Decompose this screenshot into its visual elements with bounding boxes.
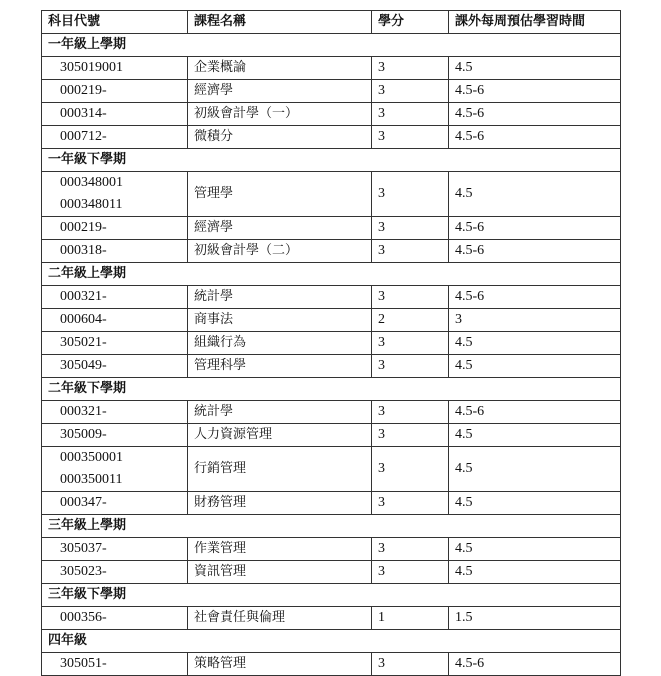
course-name: 商事法 xyxy=(188,309,372,332)
course-code xyxy=(42,332,188,355)
course-code xyxy=(42,80,188,103)
course-row xyxy=(42,309,621,332)
course-name: 經濟學 xyxy=(188,217,372,240)
course-name: 管理學 xyxy=(188,172,372,217)
course-credits: 3 xyxy=(372,424,449,447)
course-name: 組織行為 xyxy=(188,332,372,355)
header-hours: 課外每周預估學習時間 xyxy=(449,11,621,34)
course-code-line: 000350011 xyxy=(60,472,123,487)
semester-row xyxy=(42,263,621,286)
course-name: 經濟學 xyxy=(188,80,372,103)
course-row xyxy=(42,424,621,447)
course-hours: 4.5 xyxy=(449,332,621,355)
course-code xyxy=(42,240,188,263)
course-credits: 3 xyxy=(372,561,449,584)
course-credits: 3 xyxy=(372,126,449,149)
course-hours: 4.5 xyxy=(449,355,621,378)
course-hours: 4.5 xyxy=(449,57,621,80)
course-name: 企業概論 xyxy=(188,57,372,80)
semester-row xyxy=(42,149,621,172)
course-credits: 3 xyxy=(372,538,449,561)
course-hours: 4.5-6 xyxy=(449,126,621,149)
course-row xyxy=(42,653,621,676)
course-code-line: 000321- xyxy=(60,404,107,419)
course-name: 策略管理 xyxy=(188,653,372,676)
course-code-line: 305023- xyxy=(60,564,107,579)
course-name: 財務管理 xyxy=(188,492,372,515)
header-row xyxy=(42,11,621,34)
course-code-line: 000604- xyxy=(60,312,107,327)
course-row xyxy=(42,217,621,240)
course-row xyxy=(42,492,621,515)
semester-title: 一年級下學期 xyxy=(42,149,621,172)
course-row xyxy=(42,126,621,149)
course-code-line: 305019001 xyxy=(60,60,123,75)
header-credits: 學分 xyxy=(372,11,449,34)
course-credits: 3 xyxy=(372,492,449,515)
course-code xyxy=(42,653,188,676)
course-code-line: 305037- xyxy=(60,541,107,556)
course-code xyxy=(42,217,188,240)
course-code-line: 000356- xyxy=(60,610,107,625)
course-name: 微積分 xyxy=(188,126,372,149)
semester-title: 三年級上學期 xyxy=(42,515,621,538)
course-hours: 4.5 xyxy=(449,492,621,515)
semester-row xyxy=(42,378,621,401)
course-credits: 3 xyxy=(372,447,449,492)
course-name: 作業管理 xyxy=(188,538,372,561)
course-code xyxy=(42,492,188,515)
course-credits: 3 xyxy=(372,80,449,103)
course-code-line: 000348001 xyxy=(60,175,123,190)
course-code-line: 000219- xyxy=(60,83,107,98)
course-code xyxy=(42,126,188,149)
course-code-line: 000318- xyxy=(60,243,107,258)
course-table-body xyxy=(42,11,621,676)
course-row xyxy=(42,355,621,378)
course-hours: 4.5-6 xyxy=(449,80,621,103)
semester-title: 三年級下學期 xyxy=(42,584,621,607)
course-code xyxy=(42,561,188,584)
course-row xyxy=(42,103,621,126)
course-code xyxy=(42,538,188,561)
course-hours: 4.5-6 xyxy=(449,653,621,676)
course-name: 人力資源管理 xyxy=(188,424,372,447)
course-credits: 3 xyxy=(372,332,449,355)
course-credits: 3 xyxy=(372,355,449,378)
course-credits: 3 xyxy=(372,103,449,126)
course-hours: 4.5 xyxy=(449,447,621,492)
course-row xyxy=(42,401,621,424)
course-code-line: 000712- xyxy=(60,129,107,144)
course-code xyxy=(42,172,188,217)
course-row xyxy=(42,80,621,103)
semester-title: 一年級上學期 xyxy=(42,34,621,57)
course-code-line: 000348011 xyxy=(60,197,123,212)
course-name: 初級會計學（一） xyxy=(188,103,372,126)
course-hours: 1.5 xyxy=(449,607,621,630)
semester-row xyxy=(42,34,621,57)
course-credits: 3 xyxy=(372,57,449,80)
course-code-line: 305049- xyxy=(60,358,107,373)
course-name: 社會責任與倫理 xyxy=(188,607,372,630)
course-code-line: 305021- xyxy=(60,335,107,350)
semester-title: 四年級 xyxy=(42,630,621,653)
course-code-line: 000314- xyxy=(60,106,107,121)
course-credits: 3 xyxy=(372,401,449,424)
course-hours: 4.5-6 xyxy=(449,103,621,126)
course-row xyxy=(42,172,621,217)
course-code-line: 000350001 xyxy=(60,450,123,465)
course-code xyxy=(42,401,188,424)
course-code xyxy=(42,447,188,492)
course-hours: 4.5-6 xyxy=(449,240,621,263)
course-credits: 3 xyxy=(372,653,449,676)
header-name: 課程名稱 xyxy=(188,11,372,34)
course-code xyxy=(42,355,188,378)
course-name: 資訊管理 xyxy=(188,561,372,584)
course-code xyxy=(42,286,188,309)
course-code xyxy=(42,309,188,332)
course-row xyxy=(42,240,621,263)
course-credits: 1 xyxy=(372,607,449,630)
course-credits: 2 xyxy=(372,309,449,332)
course-code-line: 000347- xyxy=(60,495,107,510)
course-table xyxy=(41,10,621,676)
header-code: 科目代號 xyxy=(42,11,188,34)
course-hours: 4.5 xyxy=(449,538,621,561)
course-row xyxy=(42,561,621,584)
course-code-line: 305051- xyxy=(60,656,107,671)
course-hours: 3 xyxy=(449,309,621,332)
course-hours: 4.5 xyxy=(449,172,621,217)
course-hours: 4.5 xyxy=(449,561,621,584)
course-hours: 4.5-6 xyxy=(449,217,621,240)
course-name: 管理科學 xyxy=(188,355,372,378)
course-name: 統計學 xyxy=(188,401,372,424)
semester-row xyxy=(42,515,621,538)
semester-title: 二年級下學期 xyxy=(42,378,621,401)
course-name: 行銷管理 xyxy=(188,447,372,492)
course-row xyxy=(42,607,621,630)
course-code xyxy=(42,103,188,126)
course-code xyxy=(42,424,188,447)
course-credits: 3 xyxy=(372,286,449,309)
course-row xyxy=(42,447,621,492)
course-row xyxy=(42,286,621,309)
semester-row xyxy=(42,630,621,653)
course-name: 初級會計學（二） xyxy=(188,240,372,263)
course-hours: 4.5-6 xyxy=(449,401,621,424)
course-row xyxy=(42,57,621,80)
semester-title: 二年級上學期 xyxy=(42,263,621,286)
course-hours: 4.5 xyxy=(449,424,621,447)
course-code xyxy=(42,57,188,80)
course-credits: 3 xyxy=(372,240,449,263)
course-code xyxy=(42,607,188,630)
course-code-line: 305009- xyxy=(60,427,107,442)
course-code-line: 000219- xyxy=(60,220,107,235)
course-credits: 3 xyxy=(372,172,449,217)
course-credits: 3 xyxy=(372,217,449,240)
course-table-container xyxy=(41,10,621,676)
course-row xyxy=(42,538,621,561)
course-row xyxy=(42,332,621,355)
course-name: 統計學 xyxy=(188,286,372,309)
course-hours: 4.5-6 xyxy=(449,286,621,309)
course-code-line: 000321- xyxy=(60,289,107,304)
semester-row xyxy=(42,584,621,607)
